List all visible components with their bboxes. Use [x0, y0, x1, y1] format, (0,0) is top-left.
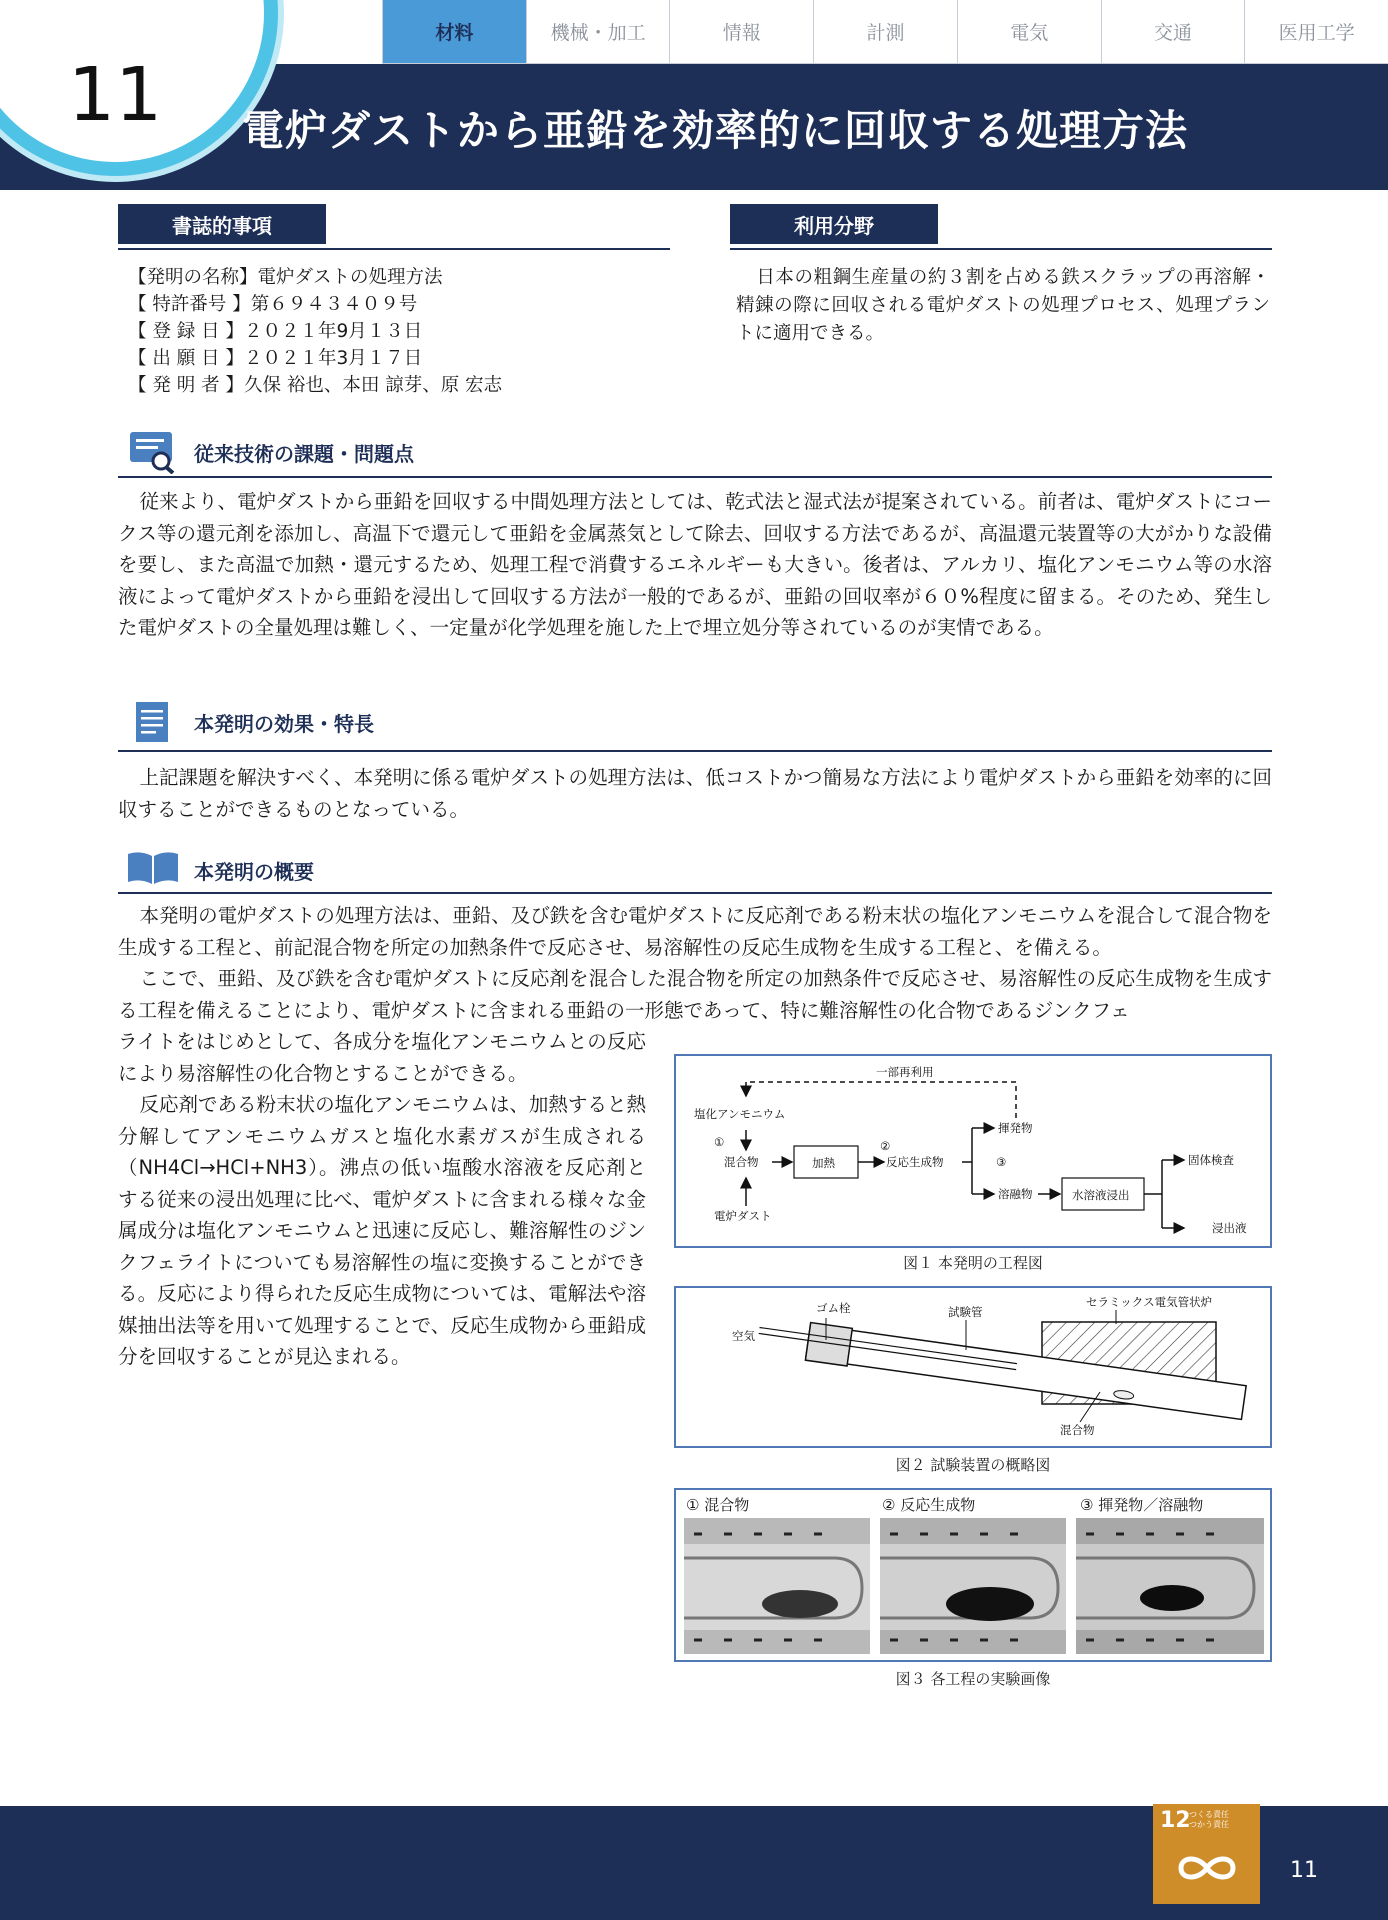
- fig1-leach-label: 水溶液浸出: [1072, 1188, 1130, 1202]
- usage-rule: [730, 248, 1272, 250]
- figure-3-photo-panel: [674, 1488, 1272, 1662]
- tab-electric[interactable]: 電気: [957, 0, 1101, 63]
- effects-heading: 本発明の効果・特長: [194, 712, 374, 736]
- fig1-leachate-label: 浸出液: [1212, 1221, 1247, 1235]
- tab-medical[interactable]: 医用工学: [1244, 0, 1388, 63]
- biblio-line-inventors: 【 発 明 者 】久保 裕也、本田 諒芽、原 宏志: [128, 375, 503, 396]
- issues-heading: 従来技術の課題・問題点: [194, 442, 414, 466]
- figure-2-apparatus-diagram: [674, 1286, 1272, 1448]
- fig1-step2-label: ②: [880, 1139, 891, 1153]
- biblio-list: [128, 264, 668, 399]
- figure-3-caption: 図３ 各工程の実験画像: [895, 1670, 1051, 1688]
- tab-information[interactable]: 情報: [669, 0, 813, 63]
- infinity-icon: [1173, 1848, 1241, 1888]
- fig1-nh4cl-label: 塩化アンモニウム: [694, 1107, 786, 1121]
- usage-label: 利用分野: [730, 204, 938, 244]
- fig1-solid-label: 固体検査: [1188, 1153, 1234, 1167]
- effects-rule: [118, 750, 1272, 752]
- usage-text: 日本の粗鋼生産量の約３割を占める鉄スクラップの再溶解・精錬の際に回収される電炉ダストの処理プロセス、処理プラントに適用できる。: [736, 267, 1270, 344]
- fig1-step1-label: ①: [714, 1135, 725, 1149]
- fig2-mixture-label: 混合物: [1060, 1423, 1095, 1437]
- document-icon: [134, 700, 170, 744]
- open-book-icon: [126, 850, 180, 886]
- effects-text: 上記課題を解決すべく、本発明に係る電炉ダストの処理方法は、低コストかつ簡易な方法により電炉ダストから亜鉛を効率的に回収することができるものとなっている。: [118, 766, 1272, 821]
- fig1-molten-label: 溶融物: [998, 1187, 1033, 1201]
- issues-rule: [118, 476, 1272, 478]
- issues-text: 従来より、電炉ダストから亜鉛を回収する中間処理方法としては、乾式法と湿式法が提案されている。前者は、電炉ダストにコークス等の還元剤を添加し、高温下で還元して亜鉛を金属蒸気として除去、回収する方法であるが、高温還元装置等の大がかりな設備を要し、また高温で加熱・還元するため、処理工程で消費するエネルギーも大きい。後者は、アルカリ、塩化アンモニウム等の水溶液によって電炉ダストから亜鉛を浸出して回収する方法が一般的であるが、亜鉛の回収率が６０%程度に留まる。そのため、発生した電炉ダストの全量処理は難しく、一定量が化学処理を施した上で埋立処分等されているのが実情である。: [118, 490, 1272, 639]
- page-title: 電炉ダストから亜鉛を効率的に回収する処理方法: [242, 106, 1189, 155]
- footer-page-number: 11: [1290, 1858, 1318, 1883]
- fig1-mix-label: 混合物: [724, 1155, 759, 1169]
- page-number-badge: 11: [68, 52, 163, 138]
- overview-paragraph-2a: ここで、亜鉛、及び鉄を含む電炉ダストに反応剤を混合した混合物を所定の加熱条件で反応させ、易溶解性の反応生成物を生成する工程を備えることにより、電炉ダストに含まれる亜鉛の一形態であって、特に難溶解性の化合物であるジンクフェ: [118, 967, 1272, 1022]
- figure-2-caption: 図２ 試験装置の概略図: [895, 1456, 1051, 1474]
- figure-1-caption: 図１ 本発明の工程図: [903, 1254, 1043, 1272]
- figure-1-process-diagram: [674, 1054, 1272, 1248]
- overview-paragraph-3: 反応剤である粉末状の塩化アンモニウムは、加熱すると熱分解してアンモニウムガスと塩化水素ガスが生成される（NH4Cl→HCl+NH3）。沸点の低い塩酸水溶液を反応剤とする従来の浸出処理に比べ、電炉ダストに含まれる様々な金属成分は塩化アンモニウムと迅速に反応し、難溶解性のジンクフェライトについても易溶解性の塩に変換することができる。反応により得られた反応生成物については、電解法や溶媒抽出法等を用いて処理することで、反応生成物から亜鉛成分を回収することが見込まれる。: [118, 1093, 646, 1368]
- fig3-photo-volatile-molten: [1076, 1518, 1264, 1654]
- biblio-label: 書誌的事項: [118, 204, 326, 244]
- tab-materials[interactable]: 材料: [382, 0, 526, 63]
- category-tabs: [382, 0, 1388, 64]
- biblio-line-title: 【発明の名称】電炉ダストの処理方法: [128, 267, 443, 288]
- tab-transport[interactable]: 交通: [1101, 0, 1245, 63]
- fig2-rubber-plug: [805, 1323, 852, 1366]
- biblio-line-filed: 【 出 願 日 】２０２１年3月１７日: [128, 348, 423, 369]
- fig3-label-2: ② 反応生成物: [882, 1496, 976, 1514]
- fig3-photo-product: [880, 1518, 1066, 1654]
- overview-paragraph-2b: ライトをはじめとして、各成分を塩化アンモニウムとの反応により易溶解性の化合物とすることができる。: [118, 1030, 646, 1085]
- biblio-line-patent: 【 特許番号 】第６９４３４０９号: [128, 294, 418, 315]
- overview-paragraph-1: 本発明の電炉ダストの処理方法は、亜鉛、及び鉄を含む電炉ダストに反応剤である粉末状の塩化アンモニウムを混合して混合物を生成する工程と、前記混合物を所定の加熱条件で反応させ、易溶解性の反応生成物を生成する工程と、を備える。: [118, 904, 1272, 959]
- fig1-volatile-label: 揮発物: [998, 1121, 1033, 1135]
- tab-machinery[interactable]: 機械・加工: [526, 0, 670, 63]
- fig3-label-3: ③ 揮発物／溶融物: [1080, 1496, 1204, 1514]
- magnifier-doc-icon: [128, 430, 176, 474]
- sdg-number: 12: [1160, 1808, 1191, 1833]
- fig2-tube-label: 試験管: [948, 1305, 983, 1319]
- biblio-line-registered: 【 登 録 日 】２０２１年9月１３日: [128, 321, 423, 342]
- fig1-reuse-label: 一部再利用: [876, 1065, 934, 1079]
- fig3-photo-mixture: [684, 1518, 870, 1654]
- biblio-rule: [118, 248, 670, 250]
- fig2-plug-label: ゴム栓: [816, 1301, 851, 1315]
- fig2-furnace-label: セラミックス電気管状炉: [1086, 1295, 1213, 1309]
- fig1-step3-label: ③: [996, 1155, 1007, 1169]
- sdg-12-badge: [1153, 1804, 1260, 1904]
- tab-measurement[interactable]: 計測: [813, 0, 957, 63]
- overview-rule: [118, 892, 1272, 894]
- fig1-dust-label: 電炉ダスト: [714, 1209, 772, 1223]
- overview-heading: 本発明の概要: [194, 860, 314, 884]
- fig1-product-label: 反応生成物: [886, 1155, 944, 1169]
- fig3-label-1: ① 混合物: [686, 1496, 750, 1514]
- fig1-heat-label: 加熱: [812, 1156, 835, 1170]
- fig2-air-label: 空気: [732, 1329, 755, 1343]
- sdg-text: つくる責任 つかう責任: [1189, 1810, 1229, 1829]
